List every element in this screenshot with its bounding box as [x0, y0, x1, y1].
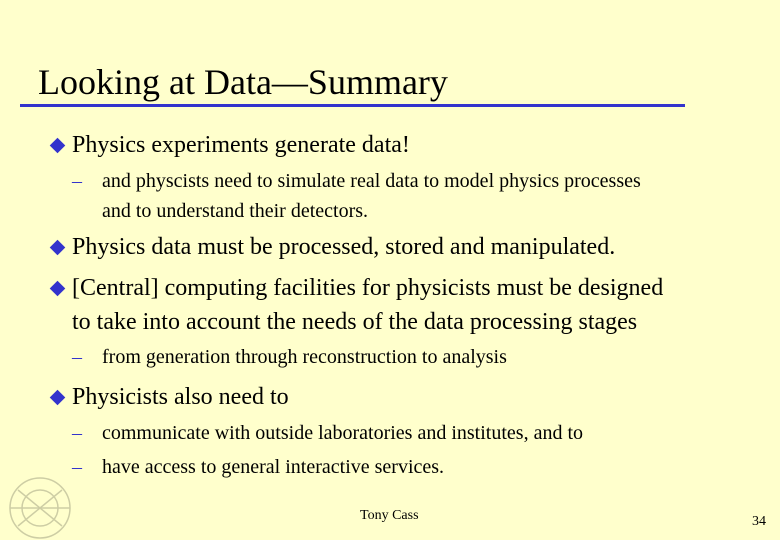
sub-bullet-dash: –: [72, 346, 82, 368]
bullet-text: Physics data must be processed, stored and manipulated.: [72, 234, 616, 260]
slide-title: Looking at Data—Summary: [38, 62, 448, 102]
title-underline: [20, 104, 685, 107]
bullet-text: [Central] computing facilities for physicists must be designed: [72, 275, 664, 301]
bullet-text: Physics experiments generate data!: [72, 132, 410, 158]
footer-page-number: 34: [752, 514, 766, 529]
sub-bullet-text: communicate with outside laboratories and institutes, and to: [102, 422, 584, 444]
cern-logo-icon: [0, 470, 80, 540]
sub-bullet-text: from generation through reconstruction to analysis: [102, 346, 507, 368]
sub-bullet-text: have access to general interactive services.: [102, 456, 445, 478]
sub-bullet-dash: –: [72, 456, 82, 478]
bullet-text: Physicists also need to: [72, 384, 289, 410]
sub-bullet-text: and physcists need to simulate real data to model physics processes: [102, 170, 641, 192]
bullet-diamond-icon: [50, 281, 66, 297]
bullet-diamond-icon: [50, 240, 66, 256]
footer-author: Tony Cass: [360, 508, 419, 523]
sub-bullet-dash: –: [72, 422, 82, 444]
bullet-text-continued: to take into account the needs of the data processing stages: [72, 309, 638, 335]
bullet-diamond-icon: [50, 390, 66, 406]
bullet-diamond-icon: [50, 138, 66, 154]
sub-bullet-dash: –: [72, 170, 82, 192]
sub-bullet-text-continued: and to understand their detectors.: [102, 200, 369, 222]
